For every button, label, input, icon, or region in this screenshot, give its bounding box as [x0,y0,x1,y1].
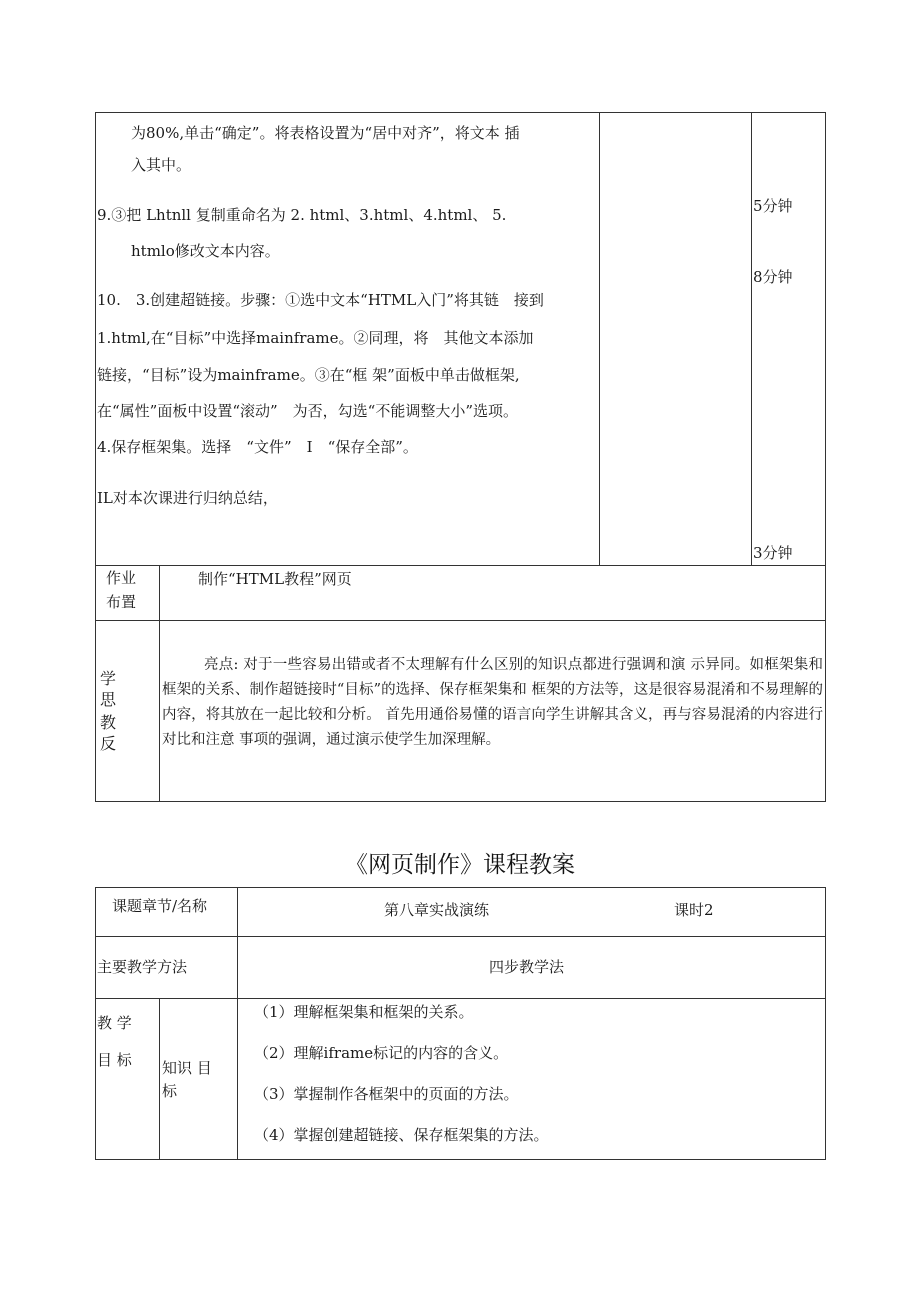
page-title: 《网页制作》课程教案 [345,852,575,878]
homework-label: 作业 [106,569,137,587]
reflection-label: 学 [100,669,117,688]
step-line: 4.保存框架集。选择 “文件” I “保存全部”。 [97,438,418,456]
step-line: 链接，“目标”设为mainframe。③在“框 架”面板中单击做框架, [97,366,520,384]
time-value: 3分钟 [753,544,793,562]
chapter-value: 第八章实战演练 [384,901,490,919]
step-line: 1.html,在“目标”中选择mainframe。②同理，将 其他文本添加 [97,329,534,347]
objective-label: 教 学 [97,1014,132,1032]
step-line: 为80%,单击“确定”。将表格设置为“居中对齐”，将文本 插 [131,124,520,142]
time-value: 8分钟 [753,268,793,286]
objective-item: （3）掌握制作各框架中的页面的方法。 [254,1085,519,1103]
hours-label: 课时2 [674,901,714,919]
method-value: 四步教学法 [489,958,565,976]
step-line: 9.③把 Lhtnll 复制重命名为 2. html、3.html、4.html、 5. [97,206,507,224]
method-label: 主要教学方法 [97,958,188,976]
objective-item: （1）理解框架集和框架的关系。 [254,1003,474,1021]
step-line: 入其中。 [131,156,192,174]
step-line: 在“属性”面板中设置“滚动” 为否，勾选“不能调整大小”选项。 [97,402,519,420]
objective-item: （4）掌握创建超链接、保存框架集的方法。 [254,1126,549,1144]
objective-item: （2）理解iframe标记的内容的含义。 [254,1044,509,1062]
homework-text: 制作“HTML教程”网页 [198,570,352,588]
reflection-label: 教 [100,713,117,732]
reflection-text: 亮点: 对于一些容易出错或者不太理解有什么区别的知识点都进行强调和演 示异同。如框架集和框架的关系、制作超链接时“目标”的选择、保存框架集和 框架的方法等，这是很容易混淆和不易理解的内容，将其放在一起比较和分析。 首先用通俗易懂的语言向学生讲解其含义，再与容易混淆的内容进行对比和注意 事项的强调，通过演示使学生加深理解。 [162,657,823,748]
reflection-label: 思 [100,690,117,709]
knowledge-label: 标 [162,1082,178,1100]
knowledge-label: 知识 目 [162,1059,212,1077]
homework-label: 布置 [106,593,137,611]
step-line: 10. 3.创建超链接。步骤：①选中文本“HTML入门”将其链 接到 [97,291,544,309]
step-line: IL对本次课进行归纳总结， [97,489,278,507]
chapter-label: 课题章节/名称 [112,897,208,915]
objective-label: 目 标 [97,1051,132,1069]
reflection-label: 反 [100,734,117,753]
time-value: 5分钟 [753,197,793,215]
step-line: htmlo修改文本内容。 [131,242,280,260]
